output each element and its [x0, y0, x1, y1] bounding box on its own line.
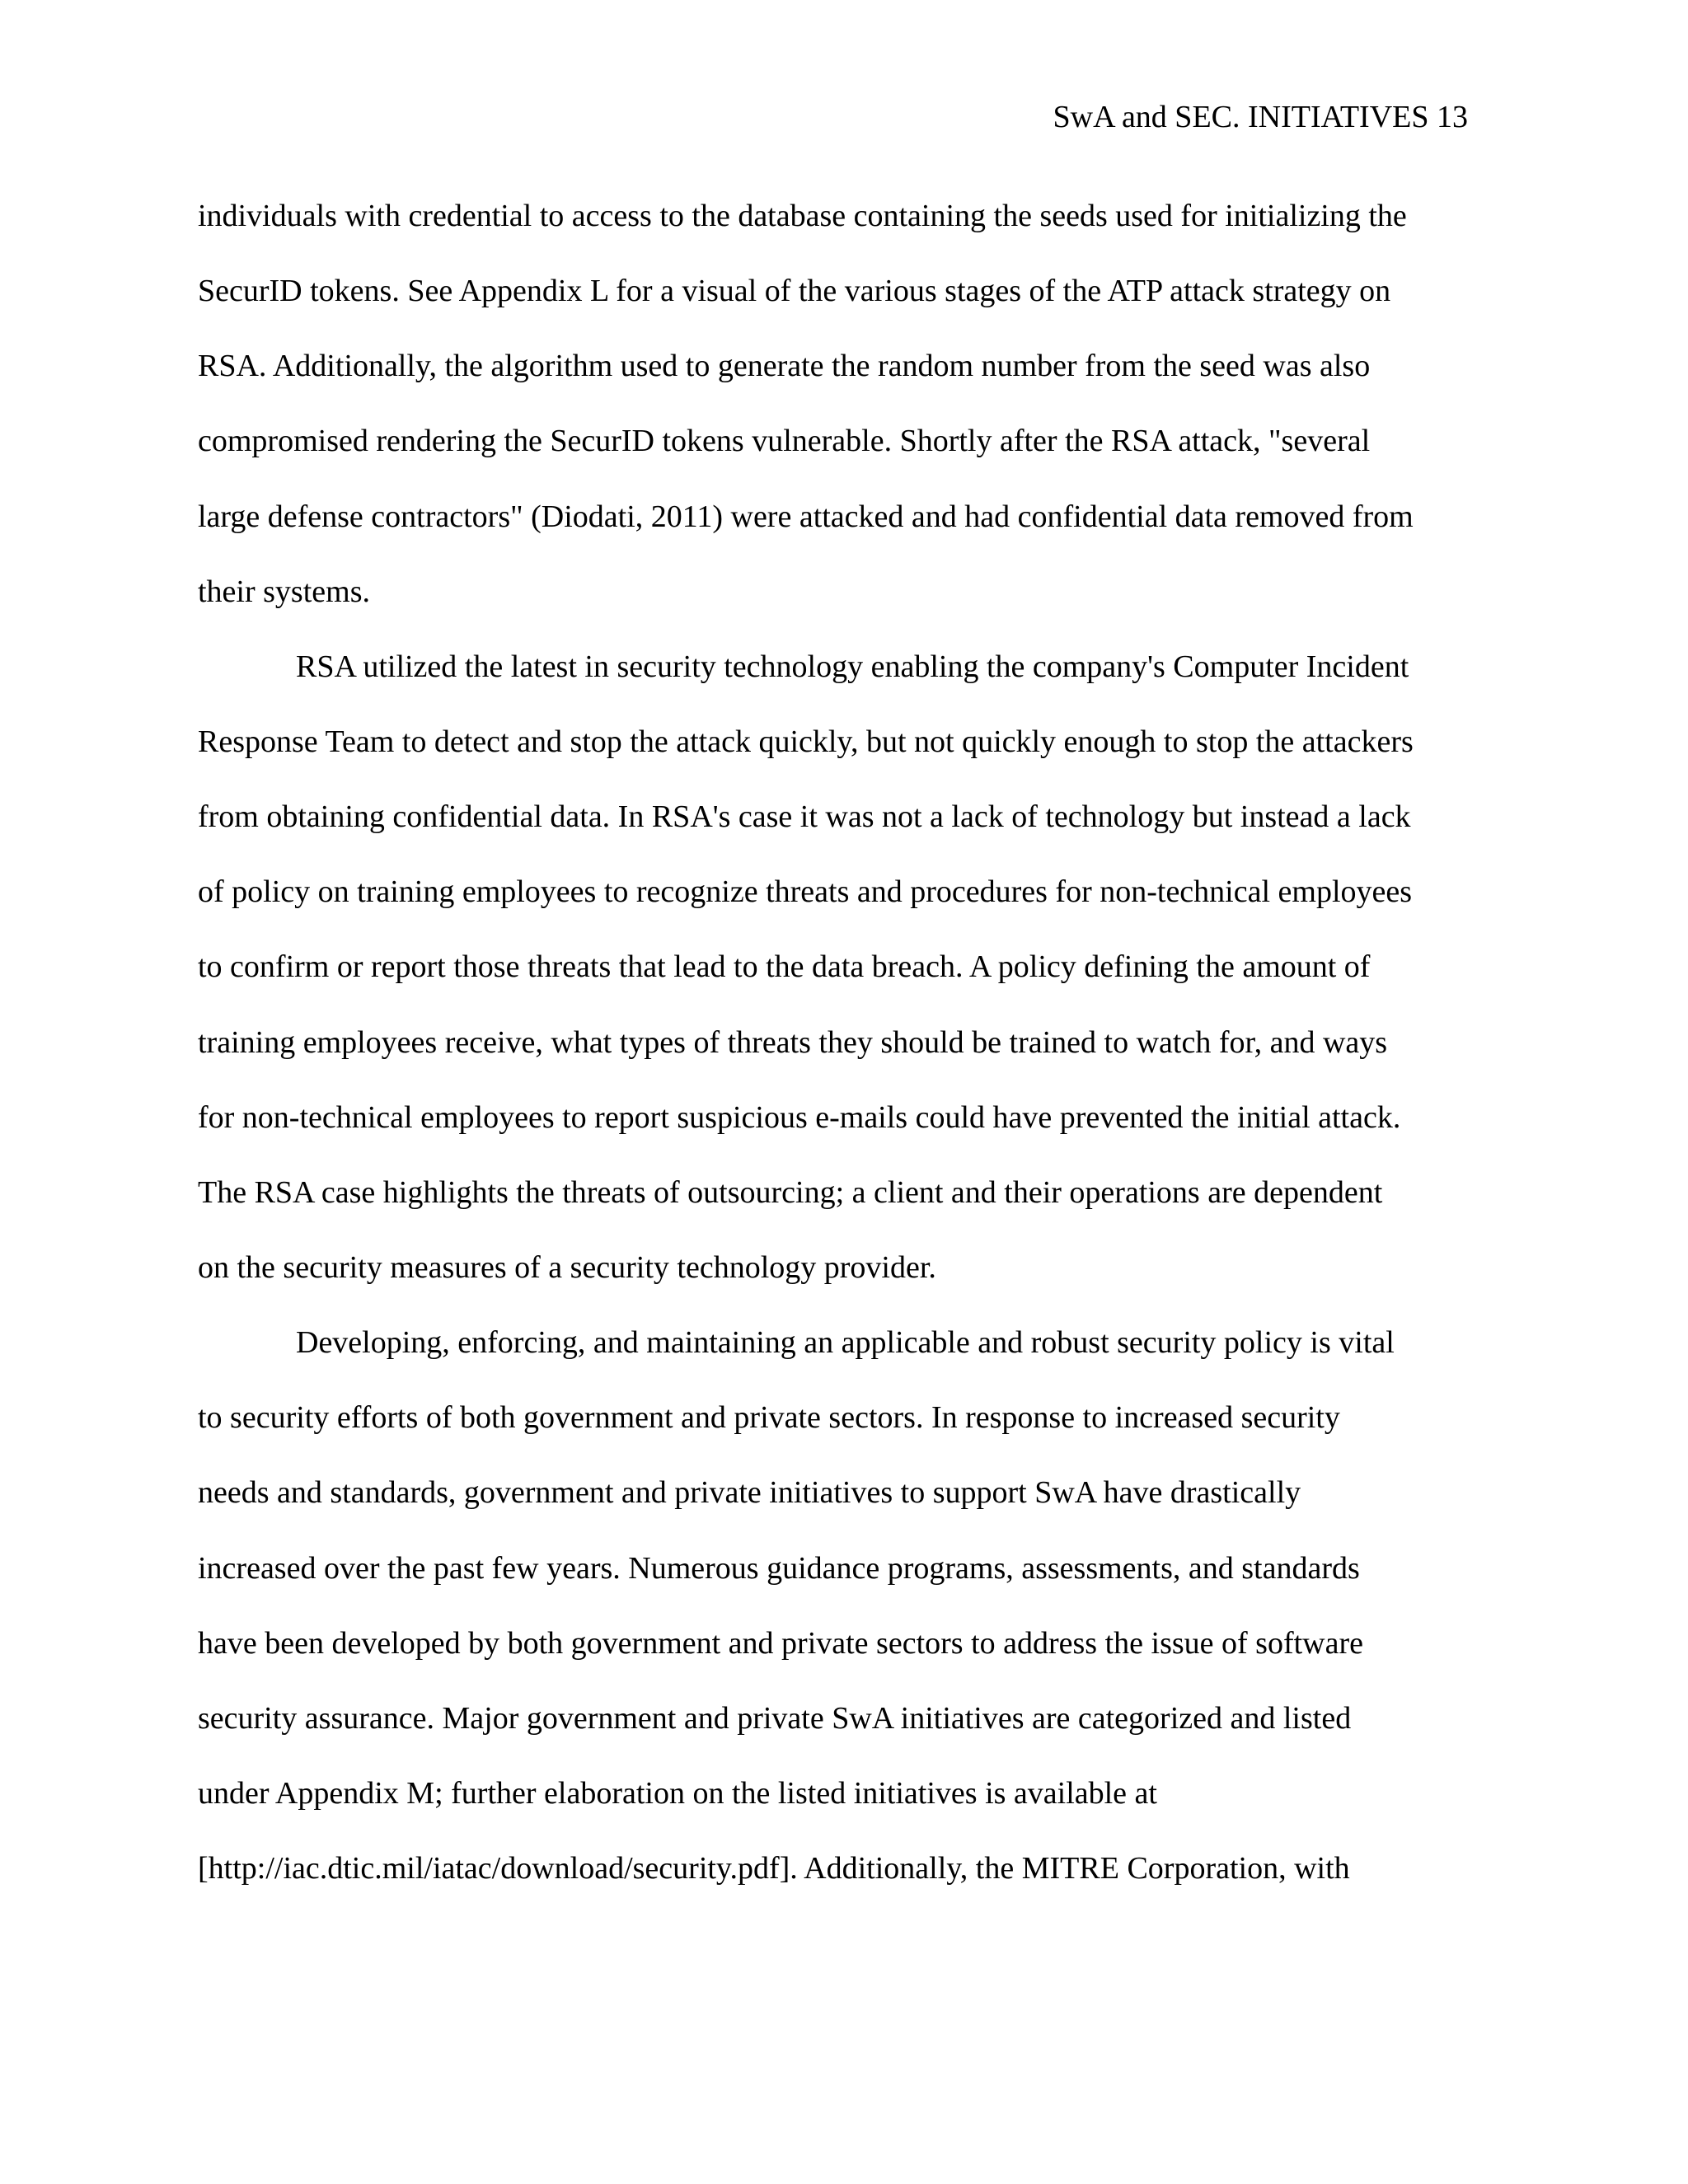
text-line: compromised rendering the SecurID tokens vulnerable. Shortly after the RSA attack, "several	[198, 424, 1371, 458]
text-line: under Appendix M; further elaboration on the listed initiatives is available at	[198, 1776, 1157, 1811]
text-line: their systems.	[198, 574, 370, 609]
text-line: RSA utilized the latest in security technology enabling the company's Computer Incident	[296, 649, 1409, 684]
text-line: Developing, enforcing, and maintaining an applicable and robust security policy is vital	[296, 1325, 1395, 1360]
text-line: for non-technical employees to report suspicious e-mails could have prevented the initial attack.	[198, 1100, 1401, 1135]
text-line: increased over the past few years. Numerous guidance programs, assessments, and standards	[198, 1551, 1360, 1586]
text-line: The RSA case highlights the threats of outsourcing; a client and their operations are dependent	[198, 1175, 1383, 1210]
text-line: needs and standards, government and private initiatives to support SwA have drastically	[198, 1475, 1301, 1510]
text-line: to confirm or report those threats that lead to the data breach. A policy defining the amount of	[198, 949, 1371, 984]
text-line: [http://iac.dtic.mil/iatac/download/security.pdf]. Additionally, the MITRE Corporation, with	[198, 1851, 1350, 1886]
text-line: of policy on training employees to recognize threats and procedures for non-technical employees	[198, 874, 1413, 909]
text-line: to security efforts of both government and private sectors. In response to increased security	[198, 1400, 1340, 1435]
text-line: individuals with credential to access to the database containing the seeds used for initializing the	[198, 199, 1407, 233]
text-line: have been developed by both government and private sectors to address the issue of software	[198, 1626, 1363, 1661]
text-line: security assurance. Major government and private SwA initiatives are categorized and listed	[198, 1701, 1352, 1736]
text-line: on the security measures of a security technology provider.	[198, 1250, 936, 1285]
text-line: training employees receive, what types of threats they should be trained to watch for, and ways	[198, 1025, 1388, 1060]
text-line: Response Team to detect and stop the attack quickly, but not quickly enough to stop the attackers	[198, 724, 1414, 759]
running-head: SwA and SEC. INITIATIVES 13	[1053, 100, 1468, 134]
text-line: large defense contractors" (Diodati, 2011) were attacked and had confidential data removed from	[198, 499, 1414, 534]
text-line: RSA. Additionally, the algorithm used to generate the random number from the seed was also	[198, 349, 1371, 383]
text-line: from obtaining confidential data. In RSA's case it was not a lack of technology but instead a lack	[198, 799, 1411, 834]
text-line: SecurID tokens. See Appendix L for a visual of the various stages of the ATP attack strategy on	[198, 274, 1391, 308]
